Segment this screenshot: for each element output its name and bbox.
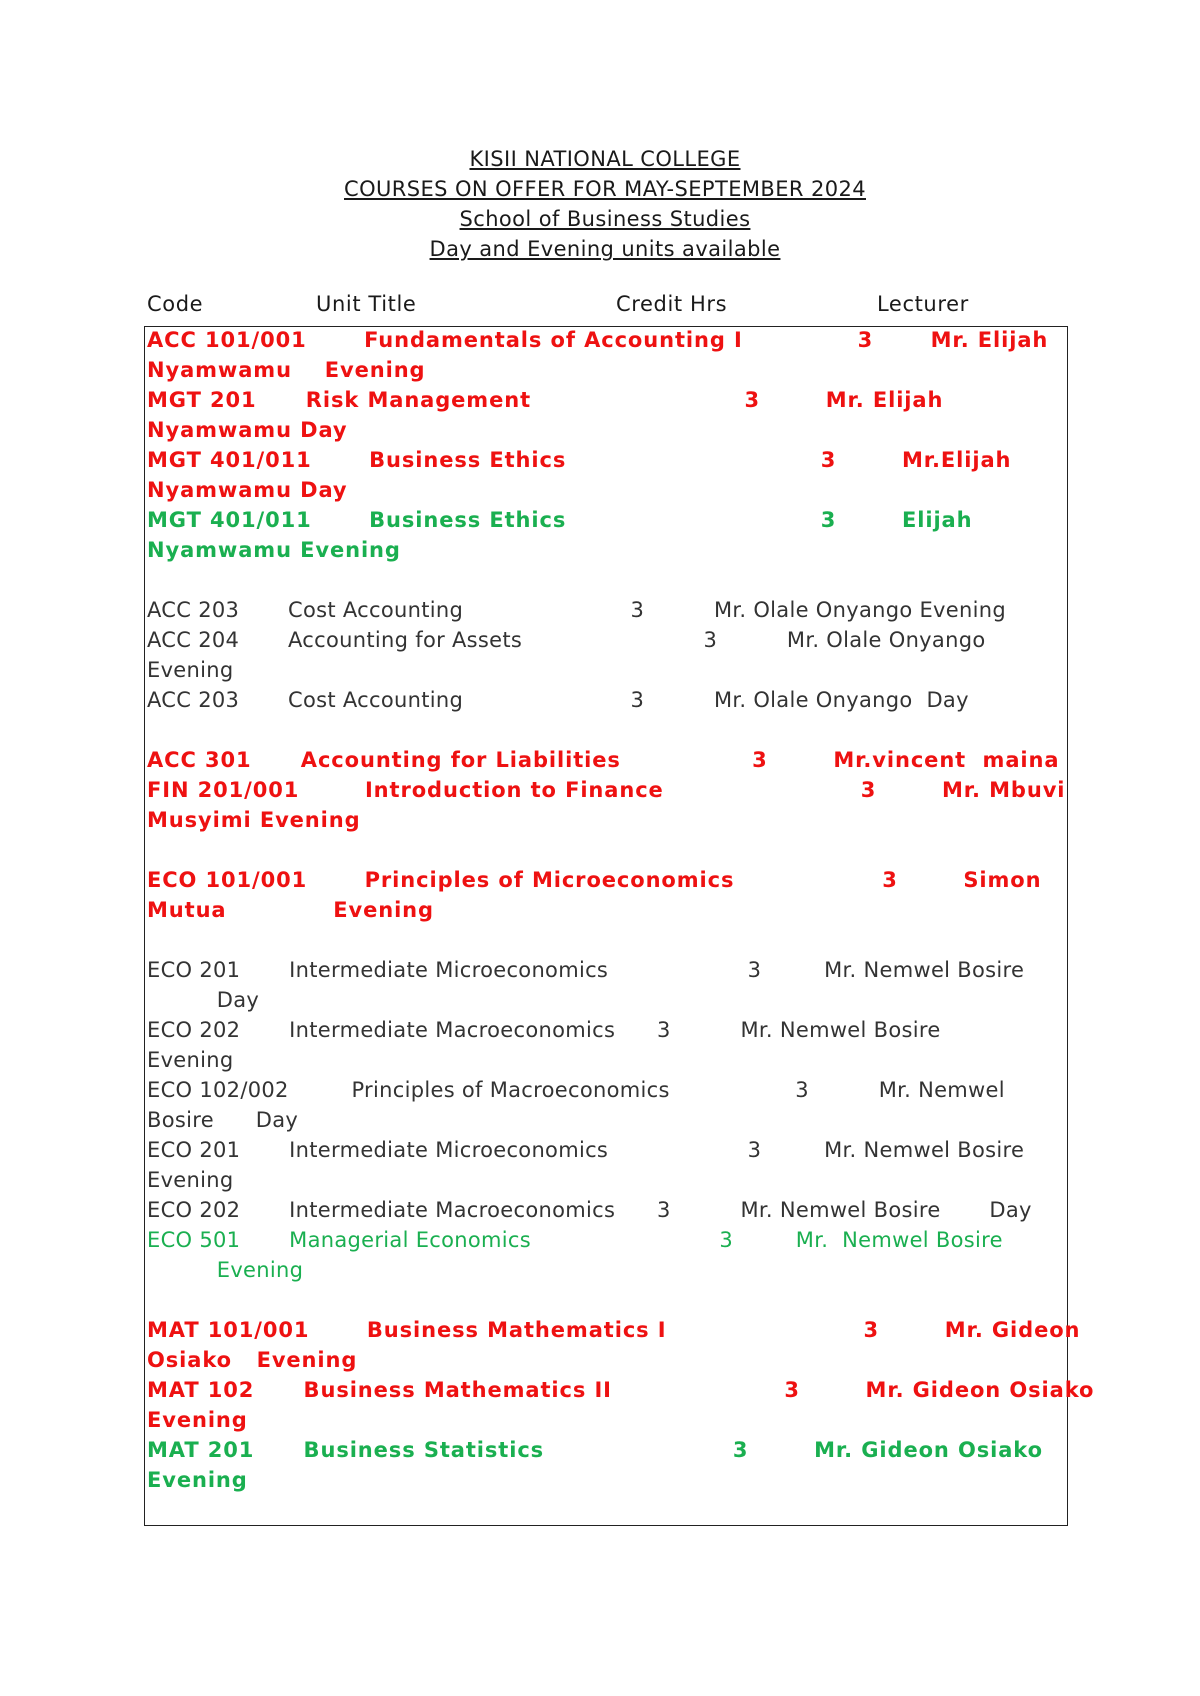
school-name: School of Business Studies (459, 207, 751, 231)
course-line: ACC 203 Cost Accounting 3 Mr. Olale Onyango Day (147, 688, 969, 712)
column-header-credit-hrs: Credit Hrs (616, 292, 728, 316)
course-line: MAT 102 Business Mathematics II 3 Mr. Gideon Osiako (147, 1378, 1095, 1402)
course-line: Nyamwamu Day (147, 478, 348, 502)
course-line: Evening (147, 1258, 304, 1282)
course-line: Evening (147, 1408, 248, 1432)
course-line: MAT 201 Business Statistics 3 Mr. Gideon Osiako (147, 1438, 1043, 1462)
availability-note: Day and Evening units available (429, 237, 781, 261)
course-line: ECO 201 Intermediate Microeconomics 3 Mr. Nemwel Bosire (147, 1138, 1025, 1162)
course-line: Musyimi Evening (147, 808, 361, 832)
course-line: Nyamwamu Evening (147, 358, 426, 382)
college-name: KISII NATIONAL COLLEGE (469, 147, 741, 171)
course-line: ECO 102/002 Principles of Macroeconomics 3 Mr. Nemwel (147, 1078, 1005, 1102)
course-line: Evening (147, 1468, 248, 1492)
document-title-block (0, 144, 1200, 264)
course-line: ECO 202 Intermediate Macroeconomics 3 Mr. Nemwel Bosire (147, 1018, 941, 1042)
course-line: MGT 201 Risk Management 3 Mr. Elijah (147, 388, 944, 412)
column-header-unit-title: Unit Title (316, 292, 417, 316)
course-line: Evening (147, 1168, 234, 1192)
course-line: Nyamwamu Day (147, 418, 348, 442)
course-line: MGT 401/011 Business Ethics 3 Mr.Elijah (147, 448, 1012, 472)
course-line: ECO 101/001 Principles of Microeconomics 3 Simon (147, 868, 1042, 892)
course-line: MAT 101/001 Business Mathematics I 3 Mr. Gideon (147, 1318, 1081, 1342)
course-line: MGT 401/011 Business Ethics 3 Elijah (147, 508, 973, 532)
course-line: ECO 202 Intermediate Macroeconomics 3 Mr. Nemwel Bosire Day (147, 1198, 1032, 1222)
course-line: ACC 301 Accounting for Liabilities 3 Mr.vincent maina (147, 748, 1060, 772)
course-line: Evening (147, 658, 234, 682)
course-line: ACC 203 Cost Accounting 3 Mr. Olale Onyango Evening (147, 598, 1006, 622)
course-line: Nyamwamu Evening (147, 538, 401, 562)
course-line: Mutua Evening (147, 898, 434, 922)
column-header-code: Code (147, 292, 204, 316)
course-line: ECO 501 Managerial Economics 3 Mr. Nemwel Bosire (147, 1228, 1003, 1252)
column-header-lecturer: Lecturer (877, 292, 969, 316)
course-line: ECO 201 Intermediate Microeconomics 3 Mr. Nemwel Bosire (147, 958, 1025, 982)
course-line: ACC 204 Accounting for Assets 3 Mr. Olale Onyango (147, 628, 986, 652)
course-line: FIN 201/001 Introduction to Finance 3 Mr. Mbuvi (147, 778, 1066, 802)
courses-on-offer-heading: COURSES ON OFFER FOR MAY-SEPTEMBER 2024 (344, 177, 866, 201)
course-line: Day (147, 988, 260, 1012)
course-line: Osiako Evening (147, 1348, 358, 1372)
course-line: Bosire Day (147, 1108, 299, 1132)
course-line: ACC 101/001 Fundamentals of Accounting I 3 Mr. Elijah (147, 328, 1049, 352)
course-line: Evening (147, 1048, 234, 1072)
